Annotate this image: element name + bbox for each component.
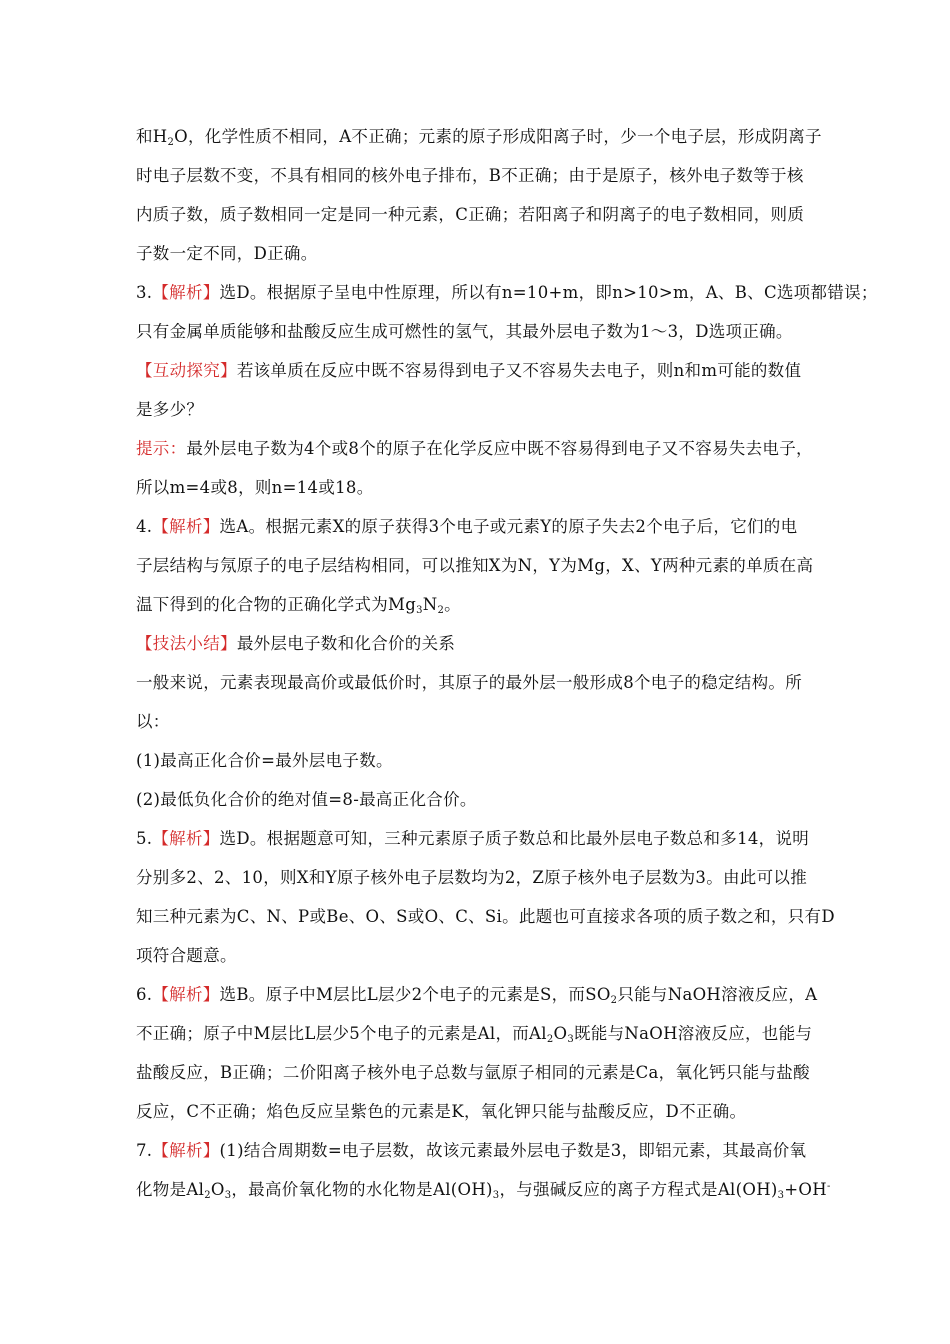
text-line: 时电子层数不变，不具有相同的核外电子排布，B不正确；由于是原子，核外电子数等于核 <box>136 166 804 185</box>
text-line: 和$H_2O$，化学性质不相同，A不正确；元素的原子形成阳离子时，少一个电子层，形成阴离子 <box>136 127 822 148</box>
answer-7: 7.【解析】(1)结合周期数=电子层数，故该元素最外层电子数是3，即铝元素，其最高价氧 <box>136 1141 807 1160</box>
interactive-explore: 【互动探究】若该单质在反应中既不容易得到电子又不容易失去电子，则n和m可能的数值 <box>136 361 802 380</box>
text-line: 子层结构与氖原子的电子层结构相同，可以推知X为N，Y为Mg，X、Y两种元素的单质在高 <box>136 556 814 575</box>
text-line: 子数一定不同，D正确。 <box>136 244 318 263</box>
text-line: 温下得到的化合物的正确化学式为$Mg_3N_2$。 <box>136 595 461 616</box>
answer-5: 5.【解析】选D。根据题意可知，三种元素原子质子数总和比最外层电子数总和多14，说明 <box>136 829 810 848</box>
text-line: 项符合题意。 <box>136 946 237 965</box>
text-line: 所以m=4或8，则n=14或18。 <box>136 478 374 497</box>
analysis-tag: 【解析】 <box>152 829 220 848</box>
text-line: 内质子数，质子数相同一定是同一种元素，C正确；若阳离子和阴离子的电子数相同，则质 <box>136 205 805 224</box>
answer-3: 3.【解析】选D。根据原子呈电中性原理，所以有n=10+m，即n>10>m，A、B、C选项都错误； <box>136 283 878 302</box>
text-line: (1)最高正化合价=最外层电子数。 <box>136 751 393 770</box>
technique-tag: 【技法小结】 <box>136 634 237 653</box>
analysis-tag: 【解析】 <box>152 283 220 302</box>
text-line: 以： <box>136 712 170 731</box>
text-line: 是多少？ <box>136 400 204 419</box>
hint-line: 提示：最外层电子数为4个或8个的原子在化学反应中既不容易得到电子又不容易失去电子， <box>136 439 813 458</box>
text-line: 化物是$Al_2O_3$，最高价氧化物的水化物是$Al(OH)_3$，与强碱反应的离子方程式是$Al(OH)_3+OH^-$ <box>136 1180 831 1201</box>
text-line: 盐酸反应，B正确；二价阳离子核外电子总数与氩原子相同的元素是Ca，氧化钙只能与盐酸 <box>136 1063 810 1082</box>
answer-6: 6.【解析】选B。原子中M层比L层少2个电子的元素是S，而$SO_2$只能与NaOH溶液反应，A <box>136 985 818 1006</box>
technique-summary: 【技法小结】最外层电子数和化合价的关系 <box>136 634 456 653</box>
interactive-tag: 【互动探究】 <box>136 361 237 380</box>
analysis-tag: 【解析】 <box>152 1141 220 1160</box>
analysis-tag: 【解析】 <box>152 517 220 536</box>
answer-4: 4.【解析】选A。根据元素X的原子获得3个电子或元素Y的原子失去2个电子后，它们的电 <box>136 517 798 536</box>
text-line: 反应，C不正确；焰色反应呈紫色的元素是K，氧化钾只能与盐酸反应，D不正确。 <box>136 1102 747 1121</box>
hint-tag: 提示： <box>136 439 187 458</box>
text-line: 分别多2、2、10，则X和Y原子核外电子层数均为2，Z原子核外电子层数为3。由此可以推 <box>136 868 807 887</box>
text-line: (2)最低负化合价的绝对值=8-最高正化合价。 <box>136 790 477 809</box>
text-line: 只有金属单质能够和盐酸反应生成可燃性的氢气，其最外层电子数为1～3，D选项正确。 <box>136 322 793 341</box>
text-line: 不正确；原子中M层比L层少5个电子的元素是Al，而$Al_2O_3$既能与NaOH溶液反应，也能与 <box>136 1024 813 1045</box>
analysis-tag: 【解析】 <box>152 985 220 1004</box>
text-line: 一般来说，元素表现最高价或最低价时，其原子的最外层一般形成8个电子的稳定结构。所 <box>136 673 802 692</box>
text-line: 知三种元素为C、N、P或Be、O、S或O、C、Si。此题也可直接求各项的质子数之和，只有D <box>136 907 835 926</box>
answer-page <box>136 122 878 1214</box>
